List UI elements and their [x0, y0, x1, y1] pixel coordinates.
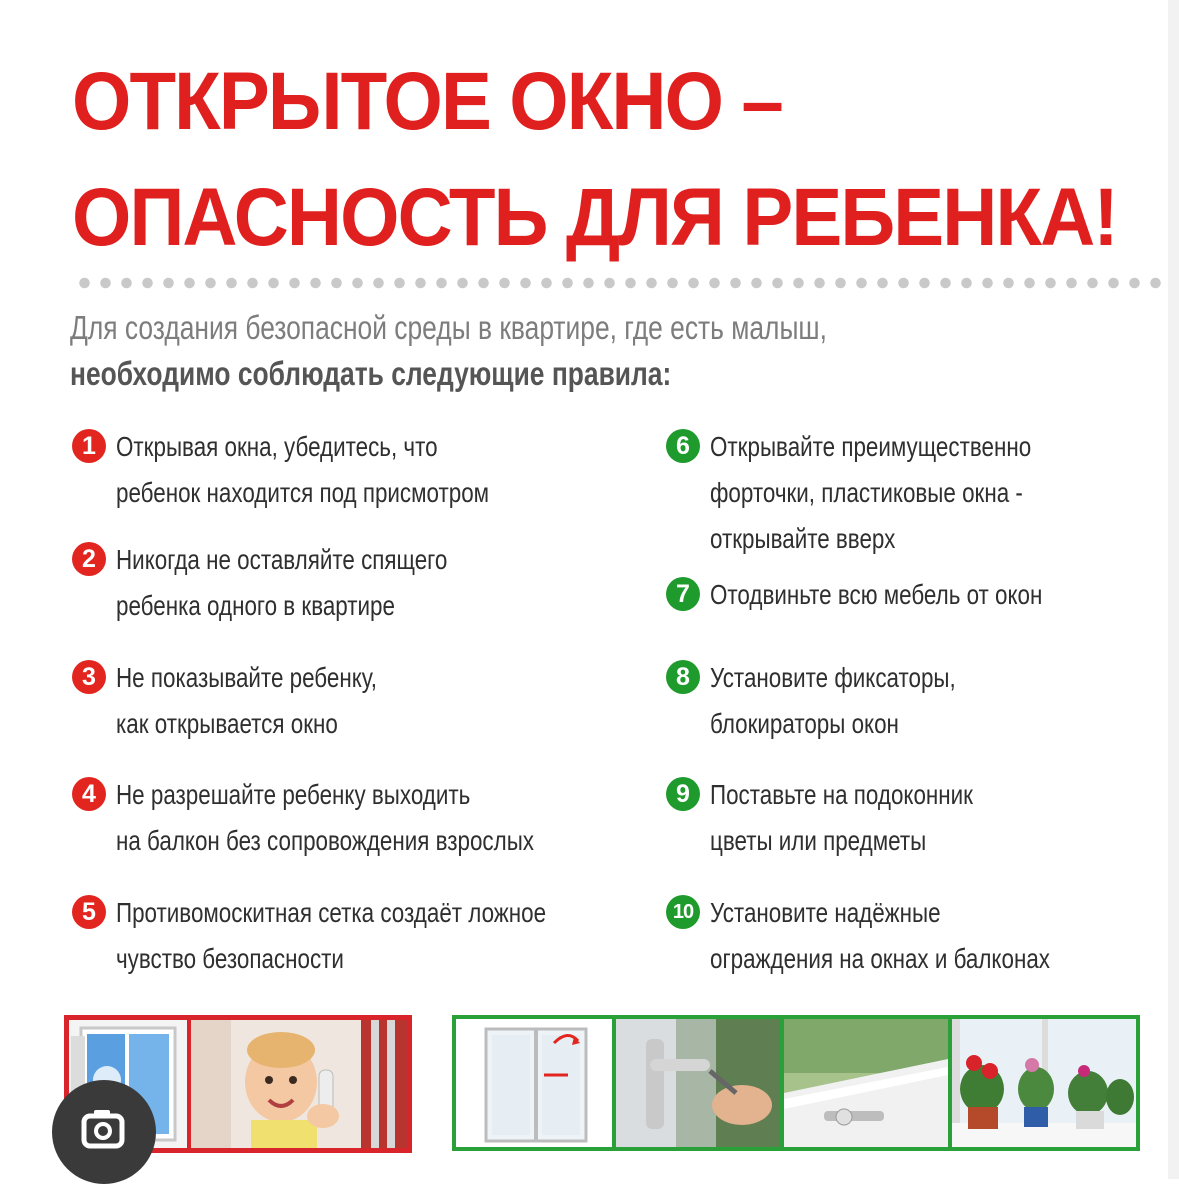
rule-line: как открывается окно	[116, 708, 338, 739]
rule-line: на балкон без сопровождения взрослых	[116, 825, 534, 856]
rule-9	[666, 772, 1039, 864]
rule-line: форточки, пластиковые окна -	[710, 477, 1023, 508]
baby-at-window-photo	[191, 1020, 407, 1148]
rule-number-badge: 6	[666, 429, 700, 463]
rule-text	[710, 572, 1042, 618]
rule-number-badge: 9	[666, 777, 700, 811]
right-edge	[1168, 0, 1179, 1179]
rule-3	[72, 655, 442, 747]
intro-line-1: Для создания безопасной среды в квартире, где есть малыш,	[70, 309, 827, 346]
window-limiter-photo	[784, 1019, 948, 1147]
page-title	[72, 44, 1117, 276]
rule-text	[116, 655, 377, 747]
rule-line: Открывая окна, убедитесь, что	[116, 431, 438, 462]
image-search-button[interactable]	[52, 1080, 156, 1184]
rule-line: ребенка одного в квартире	[116, 590, 395, 621]
rule-8	[666, 655, 1017, 747]
rule-number-badge: 7	[666, 577, 700, 611]
rule-1	[72, 424, 582, 516]
dotted-divider	[74, 276, 1164, 290]
rule-line: Поставьте на подоконник	[710, 779, 973, 810]
rule-text	[710, 655, 956, 747]
intro-line-2: необходимо соблюдать следующие правила:	[70, 355, 672, 392]
rule-line: Отодвиньте всю мебель от окон	[710, 579, 1043, 610]
rule-line: ограждения на окнах и балконах	[710, 943, 1050, 974]
rule-text	[710, 890, 1050, 982]
rule-7	[666, 572, 1125, 618]
rule-number-badge: 8	[666, 660, 700, 694]
rule-number-badge: 2	[72, 542, 106, 576]
rule-line: Никогда не оставляйте спящего	[116, 544, 448, 575]
intro-text	[70, 305, 934, 397]
flowers-on-windowsill-photo	[952, 1019, 1136, 1147]
rule-6	[666, 424, 1111, 562]
tilt-window-diagram	[456, 1019, 612, 1147]
rule-line: открывайте вверх	[710, 523, 896, 554]
rule-text	[710, 772, 973, 864]
window-handle-lock-photo	[616, 1019, 780, 1147]
rule-line: чувство безопасности	[116, 943, 344, 974]
rule-line: Не показывайте ребенку,	[116, 662, 377, 693]
title-line-1: ОТКРЫТОЕ ОКНО –	[72, 56, 782, 147]
rule-number-badge: 4	[72, 777, 106, 811]
rule-number-badge: 10	[666, 895, 700, 929]
rule-5	[72, 890, 654, 982]
rule-number-badge: 3	[72, 660, 106, 694]
rule-line: Открывайте преимущественно	[710, 431, 1032, 462]
rule-line: цветы или предметы	[710, 825, 927, 856]
rule-line: Установите надёжные	[710, 897, 941, 928]
rule-line: Противомоскитная сетка создаёт ложное	[116, 897, 547, 928]
rule-line: Установите фиксаторы,	[710, 662, 956, 693]
rule-text	[710, 424, 1031, 562]
rule-text	[116, 890, 546, 982]
rule-line: ребенок находится под присмотром	[116, 477, 490, 508]
green-photo-strip	[452, 1015, 1140, 1151]
rule-line: блокираторы окон	[710, 708, 899, 739]
rule-text	[116, 772, 534, 864]
rule-text	[116, 537, 447, 629]
rule-4	[72, 772, 639, 864]
rule-text	[116, 424, 489, 516]
title-line-2: ОПАСНОСТЬ ДЛЯ РЕБЕНКА!	[72, 172, 1117, 263]
rule-number-badge: 1	[72, 429, 106, 463]
rule-line: Не разрешайте ребенку выходить	[116, 779, 471, 810]
image-search-icon	[52, 1080, 156, 1184]
rule-2	[72, 537, 530, 629]
rule-number-badge: 5	[72, 895, 106, 929]
rule-10	[666, 890, 1135, 982]
